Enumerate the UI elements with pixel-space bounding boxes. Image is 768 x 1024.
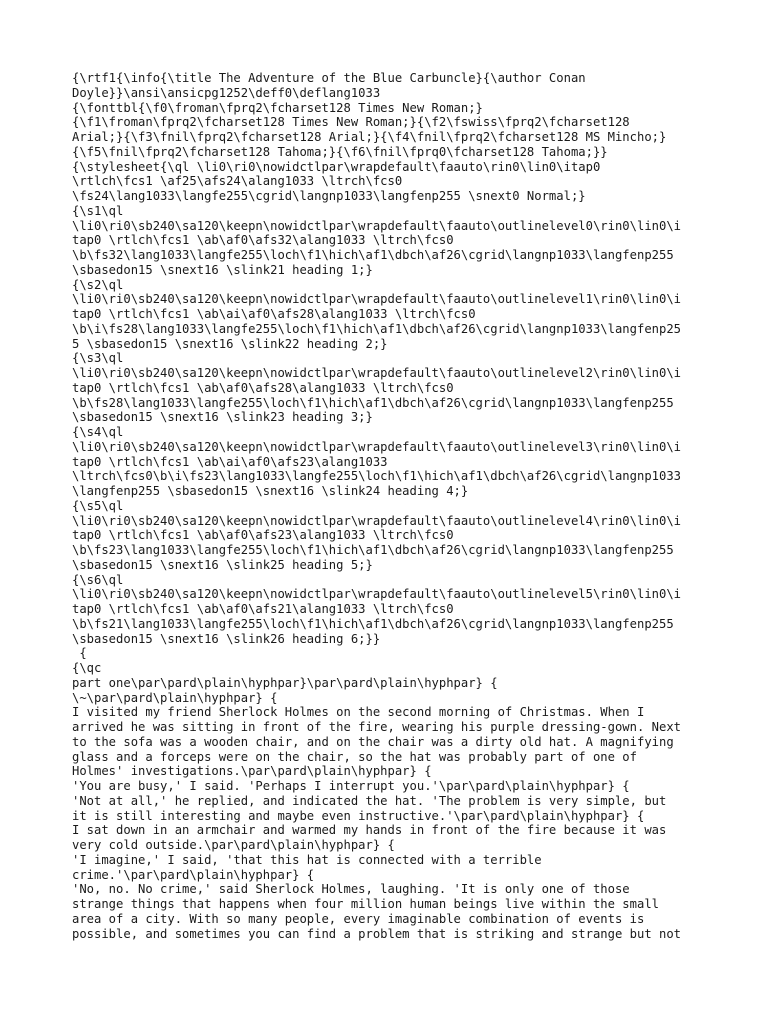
document-line: 'I imagine,' I said, 'that this hat is connected with a terrible	[72, 852, 542, 867]
document-line: crime.'\par\pard\plain\hyphpar} {	[72, 867, 315, 882]
document-line: Doyle}}\ansi\ansicpg1252\deff0\deflang1033	[72, 85, 381, 100]
document-line: possible, and sometimes you can find a problem that is striking and strange but not	[72, 926, 682, 941]
document-line: \fs24\lang1033\langfe255\cgrid\langnp1033\langfenp255 \snext0 Normal;}	[72, 189, 586, 203]
document-line: {	[72, 646, 87, 661]
document-line: area of a city. With so many people, every imaginable combination of events is	[72, 911, 645, 926]
document-line: \b\fs28\lang1033\langfe255\loch\f1\hich\af1\dbch\af26\cgrid\langnp1033\langfenp255	[72, 395, 674, 410]
document-line: Arial;}{\f3\fnil\fprq2\fcharset128 Arial;}{\f4\fnil\fprq2\fcharset128 MS Mincho;}	[72, 130, 667, 144]
document-line: tap0 \rtlch\fcs1 \ab\af0\afs32\alang1033 \ltrch\fcs0	[72, 233, 454, 248]
document-line: \b\fs23\lang1033\langfe255\loch\f1\hich\af1\dbch\af26\cgrid\langnp1033\langfenp255	[72, 543, 674, 557]
document-line: \b\fs21\lang1033\langfe255\loch\f1\hich\af1\dbch\af26\cgrid\langnp1033\langfenp255	[72, 616, 674, 631]
document-line: Holmes' investigations.\par\pard\plain\hyphpar} {	[72, 764, 432, 779]
document-line: \sbasedon15 \snext16 \slink23 heading 3;}	[72, 410, 373, 425]
document-line: \rtlch\fcs1 \af25\afs24\alang1033 \ltrch\fcs0	[72, 174, 403, 189]
document-line: {\qc	[72, 661, 102, 675]
document-line: {\s3\ql	[72, 351, 124, 366]
document-line: \li0\ri0\sb240\sa120\keepn\nowidctlpar\wrapdefault\faauto\outlinelevel0\rin0\lin0\i	[72, 218, 682, 233]
document-line: \li0\ri0\sb240\sa120\keepn\nowidctlpar\wrapdefault\faauto\outlinelevel1\rin0\lin0\i	[72, 292, 682, 307]
document-line: tap0 \rtlch\fcs1 \ab\ai\af0\afs28\alang1033 \ltrch\fcs0	[72, 307, 476, 321]
document-line: it is still interesting and maybe even instructive.'\par\pard\plain\hyphpar} {	[72, 808, 645, 823]
document-line: part one\par\pard\plain\hyphpar}\par\pard\plain\hyphpar} {	[72, 675, 498, 690]
document-line: \b\i\fs28\lang1033\langfe255\loch\f1\hich\af1\dbch\af26\cgrid\langnp1033\langfenp25	[72, 321, 682, 336]
document-line: \li0\ri0\sb240\sa120\keepn\nowidctlpar\wrapdefault\faauto\outlinelevel2\rin0\lin0\i	[72, 366, 682, 380]
document-line: 'You are busy,' I said. 'Perhaps I interrupt you.'\par\pard\plain\hyphpar} {	[72, 779, 630, 793]
document-line: \li0\ri0\sb240\sa120\keepn\nowidctlpar\wrapdefault\faauto\outlinelevel4\rin0\lin0\i	[72, 513, 682, 528]
document-line: {\s6\ql	[72, 572, 124, 587]
document-line: glass and a forceps were on the chair, so the hat was probably part of one of	[72, 749, 637, 764]
document-line: {\s2\ql	[72, 277, 124, 292]
document-line: very cold outside.\par\pard\plain\hyphpar} {	[72, 838, 395, 852]
document-page	[72, 71, 712, 941]
document-line: tap0 \rtlch\fcs1 \ab\af0\afs28\alang1033 \ltrch\fcs0	[72, 380, 454, 395]
document-line: 'No, no. No crime,' said Sherlock Holmes, laughing. 'It is only one of those	[72, 882, 630, 897]
document-line: I sat down in an armchair and warmed my hands in front of the fire because it was	[72, 823, 667, 838]
document-line: \sbasedon15 \snext16 \slink21 heading 1;}	[72, 262, 373, 277]
document-line: {\stylesheet{\ql \li0\ri0\nowidctlpar\wrapdefault\faauto\rin0\lin0\itap0	[72, 159, 601, 174]
document-line: \li0\ri0\sb240\sa120\keepn\nowidctlpar\wrapdefault\faauto\outlinelevel3\rin0\lin0\i	[72, 439, 682, 454]
document-line: 5 \sbasedon15 \snext16 \slink22 heading 2;}	[72, 336, 388, 351]
document-line: {\s5\ql	[72, 498, 124, 513]
document-line: {\fonttbl{\f0\froman\fprq2\fcharset128 Times New Roman;}	[72, 100, 483, 115]
document-line: \langfenp255 \sbasedon15 \snext16 \slink24 heading 4;}	[72, 484, 469, 498]
document-line: {\f5\fnil\fprq2\fcharset128 Tahoma;}{\f6\fnil\fprq0\fcharset128 Tahoma;}}	[72, 144, 608, 159]
document-line: \sbasedon15 \snext16 \slink26 heading 6;}}	[72, 631, 381, 646]
document-line: to the sofa was a wooden chair, and on the chair was a dirty old hat. A magnifying	[72, 734, 674, 749]
document-line: strange things that happens when four million human beings live within the small	[72, 897, 659, 911]
document-line: {\s4\ql	[72, 425, 124, 439]
document-line: {\f1\froman\fprq2\fcharset128 Times New Roman;}{\f2\fswiss\fprq2\fcharset128	[72, 115, 630, 130]
document-line: \ltrch\fcs0\b\i\fs23\lang1033\langfe255\loch\f1\hich\af1\dbch\af26\cgrid\langnp1033	[72, 469, 682, 484]
document-line: tap0 \rtlch\fcs1 \ab\af0\afs21\alang1033 \ltrch\fcs0	[72, 602, 454, 616]
document-line: \sbasedon15 \snext16 \slink25 heading 5;}	[72, 557, 373, 572]
document-line: {\s1\ql	[72, 203, 124, 218]
document-line: tap0 \rtlch\fcs1 \ab\ai\af0\afs23\alang1033	[72, 454, 388, 469]
document-line: \b\fs32\lang1033\langfe255\loch\f1\hich\af1\dbch\af26\cgrid\langnp1033\langfenp255	[72, 248, 674, 262]
document-line: {\rtf1{\info{\title The Adventure of the Blue Carbuncle}{\author Conan	[72, 71, 586, 85]
document-line: \~\par\pard\plain\hyphpar} {	[72, 690, 278, 705]
document-line: tap0 \rtlch\fcs1 \ab\af0\afs23\alang1033 \ltrch\fcs0	[72, 528, 454, 543]
document-line: I visited my friend Sherlock Holmes on the second morning of Christmas. When I	[72, 705, 645, 720]
document-line: \li0\ri0\sb240\sa120\keepn\nowidctlpar\wrapdefault\faauto\outlinelevel5\rin0\lin0\i	[72, 587, 682, 602]
document-line: arrived he was sitting in front of the fire, wearing his purple dressing-gown. Next	[72, 720, 682, 734]
document-line: 'Not at all,' he replied, and indicated the hat. 'The problem is very simple, but	[72, 793, 667, 808]
